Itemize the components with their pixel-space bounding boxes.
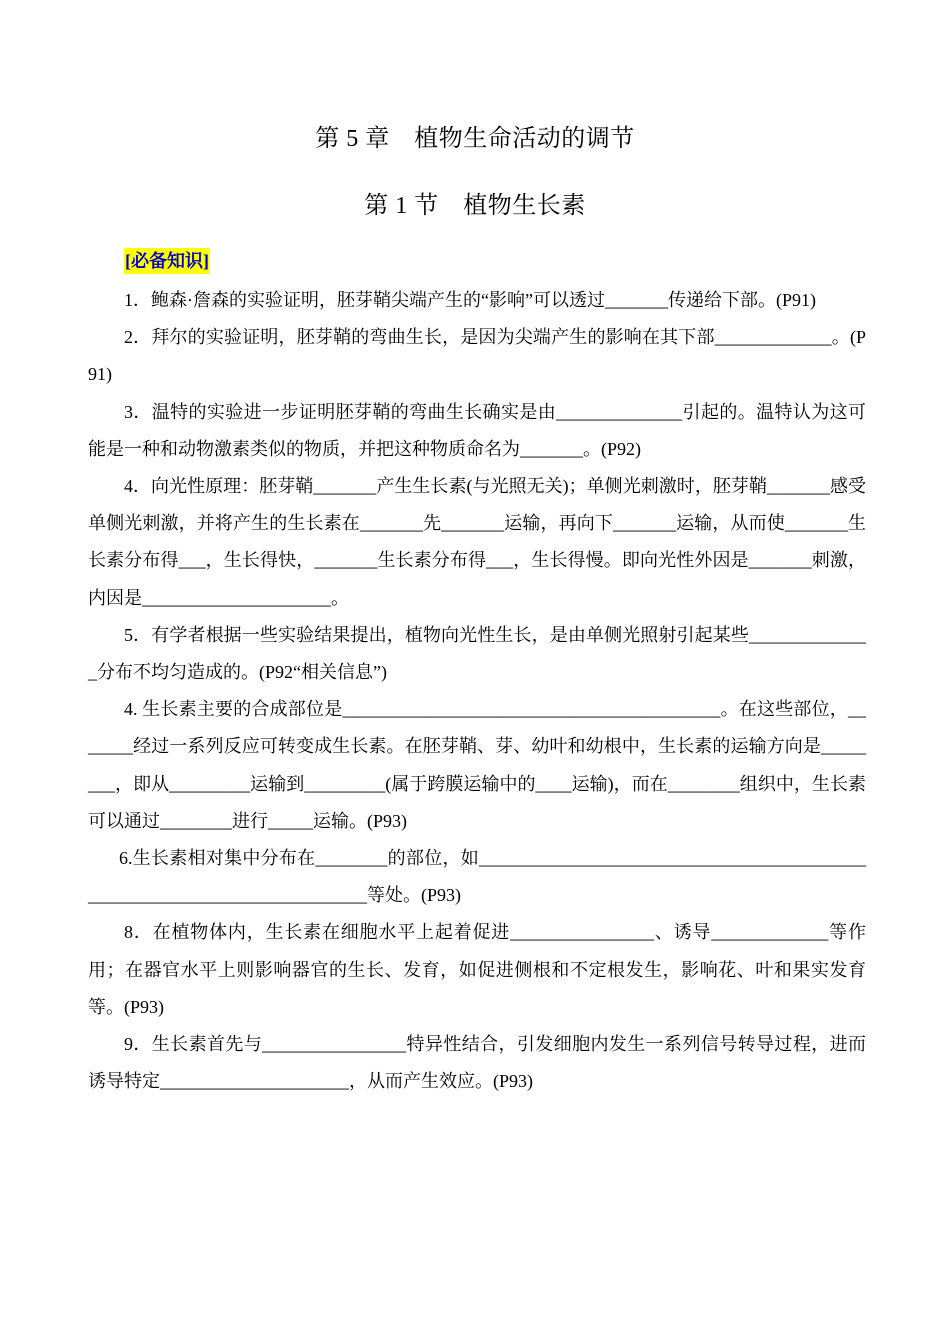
question-item-6: 6.生长素相对集中分布在________的部位，如__________________________________________________________________________等处。(P93) <box>88 848 866 906</box>
section-tag: [必备知识] <box>124 248 210 274</box>
question-item-2: 2．拜尔的实验证明，胚芽鞘的弯曲生长，是因为尖端产生的影响在其下部_____________。(P91) <box>88 327 866 385</box>
chapter-title: 第 5 章 植物生命活动的调节 <box>315 126 635 152</box>
question-item-9: 9．生长素首先与________________特异性结合，引发细胞内发生一系列信号转导过程，进而诱导特定_____________________，从而产生效应。(P93) <box>88 1034 866 1092</box>
question-item-5: 5．有学者根据一些实验结果提出，植物向光性生长，是由单侧光照射引起某些______________分布不均匀造成的。(P92“相关信息”) <box>88 624 866 683</box>
section-title: 第 1 节 植物生长素 <box>364 193 586 219</box>
question-item-8: 8．在植物体内，生长素在细胞水平上起着促进________________、诱导_____________等作用；在器官水平上则影响器官的生长、发育，如促进侧根和不定根发生，影响花、叶和果实发育等。(P93) <box>88 922 866 1017</box>
question-item-1: 1．鲍森·詹森的实验证明，胚芽鞘尖端产生的“影响”可以透过_______传递给下部。(P91) <box>124 290 816 310</box>
question-item-4b: 4. 生长素主要的合成部位是__________________________________________。在这些部位，_______经过一系列反应可转变成生长素。在胚芽鞘、芽、幼叶和幼根中，生长素的运输方向是________，即从_________运输到_________(属于跨膜运输中的____运输)，而在________组织中，生长素可以通过________进行_____运输。(P93) <box>88 699 866 831</box>
question-list <box>88 282 866 1100</box>
question-item-3: 3．温特的实验进一步证明胚芽鞘的弯曲生长确实是由______________引起的。温特认为这可能是一种和动物激素类似的物质，并把这种物质命名为_______。(P92) <box>88 401 866 459</box>
question-item-4: 4．向光性原理：胚芽鞘_______产生生长素(与光照无关)；单侧光刺激时，胚芽鞘_______感受单侧光刺激，并将产生的生长素在_______先_______运输，再向下_______运输，从而使_______生长素分布得___，生长得快，_______生长素分布得___，生长得慢。即向光性外因是_______刺激，内因是_____________________。 <box>88 476 866 608</box>
